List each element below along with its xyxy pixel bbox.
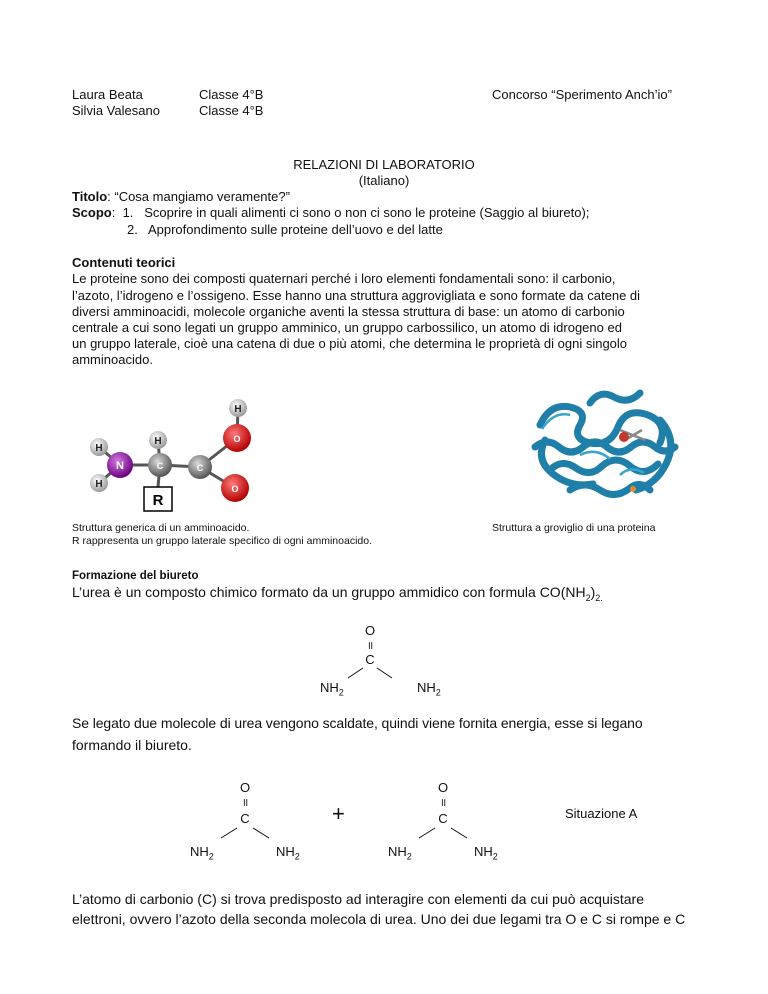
atom-label-h: H [95,443,103,454]
scopo-line-1 [72,205,589,221]
amino-caption-2: R rappresenta un gruppo laterale specifico di ogni amminoacido. [72,535,373,547]
urea-bonds [215,826,275,840]
urea-nh2-right [474,844,498,865]
atom-label-h: H [154,436,162,447]
scopo-item-1: : 1. Scoprire in quali alimenti ci sono o non ci sono le proteine (Saggio al biureto); [111,205,590,220]
urea-double-bond: ॥ [241,797,249,809]
nh-sub: 2 [492,851,498,862]
nh-text: NH [388,844,407,859]
urea-c: C [365,652,375,667]
nh-text: NH [417,680,436,695]
author-name-1: Laura Beata [72,87,143,102]
intro-paren: ) [590,584,596,600]
contenuti-line-4: centrale a cui sono legati un gruppo amminico, un gruppo carbossilico, un atomo di idrogeno ed [72,320,622,335]
urea-bonds [413,826,473,840]
atom-label-c: C [156,461,164,471]
report-title: RELAZIONI DI LABORATORIO [293,157,475,172]
protein-structure-image [520,385,690,510]
atom-label-h: H [95,479,103,490]
contest-name: Concorso “Sperimento Anch’io” [492,87,672,102]
biureto-para-line-1: Se legato due molecole di urea vengono scaldate, quindi viene fornita energia, esse si legano [72,715,643,731]
titolo-text: : “Cosa mangiamo veramente?” [107,189,290,204]
contenuti-line-3: diversi amminoacidi, molecole organiche aventi la stessa struttura di base: un atomo di carbonio [72,304,625,319]
nh-text: NH [190,844,209,859]
contenuti-line-2: l’azoto, l’idrogeno e l’ossigeno. Esse hanno una struttura aggrovigliata e sono formate da catene di [72,288,641,303]
amino-caption-1: Struttura generica di un amminoacido. [72,522,250,534]
para2-line-1: L’atomo di carbonio (C) si trova predisposto ad interagire con elementi da cui può acquistare [72,891,644,907]
nh-text: NH [474,844,493,859]
urea-double-bond: ॥ [439,797,447,809]
atom-label-n: N [116,460,124,472]
atom-label-o: O [233,434,241,444]
urea-nh2-left [190,844,214,865]
urea-double-bond: ॥ [366,640,374,652]
atom-label-c: C [196,463,204,473]
urea-c: C [240,811,250,826]
biureto-para-line-2: formando il biureto. [72,737,192,753]
nh-sub: 2 [435,687,441,698]
nh-text: NH [276,844,295,859]
urea-nh2-left [320,680,344,701]
urea-nh2-right [417,680,441,701]
atom-label-o: O [231,484,239,494]
intro-sub: 2 [585,592,591,603]
r-group-label: R [152,492,164,509]
biureto-intro [72,583,603,607]
nh-sub: 2 [338,687,344,698]
urea-molecule-1 [180,780,310,860]
biureto-heading: Formazione del biureto [72,570,199,582]
atom-label-h: H [234,404,242,415]
contenuti-line-5: un gruppo laterale, cioè una catena di due o più atomi, che determina le proprietà di ogni singolo [72,336,628,351]
urea-molecule-2 [378,780,508,860]
amino-acid-diagram [80,395,280,515]
author-class-1: Classe 4°B [199,87,264,102]
nh-sub: 2 [406,851,412,862]
nh-text: NH [320,680,339,695]
urea-bonds [340,666,400,680]
nh-sub: 2 [208,851,214,862]
urea-o: O [239,780,251,795]
scopo-label: Scopo [72,205,112,220]
author-name-2: Silvia Valesano [72,103,160,118]
author-class-2: Classe 4°B [199,103,264,118]
plus-sign: + [332,801,345,826]
titolo-line [72,189,290,205]
urea-o: O [364,623,376,638]
report-subtitle: (Italiano) [358,173,410,188]
contenuti-heading: Contenuti teorici [72,255,176,270]
urea-c: C [438,811,448,826]
para2-line-2: elettroni, ovvero l’azoto della seconda molecola di urea. Uno dei due legami tra O e C si rompe e C [72,911,686,927]
urea-nh2-left [388,844,412,865]
scopo-item-2: 2. Approfondimento sulle proteine dell’uovo e del latte [127,222,443,237]
urea-o: O [437,780,449,795]
protein-caption: Struttura a groviglio di una proteina [492,522,656,534]
contenuti-line-6: amminoacido. [72,352,153,367]
titolo-label: Titolo [72,189,108,204]
biureto-intro-text: L’urea è un composto chimico formato da un gruppo ammidico con formula CO(NH [72,584,586,600]
contenuti-line-1: Le proteine sono dei composti quaternari perché i loro elementi fondamentali sono: il carbonio, [72,271,616,286]
nh-sub: 2 [294,851,300,862]
intro-sub2: 2. [595,592,603,603]
urea-nh2-right [276,844,300,865]
situazione-a-label: Situazione A [565,806,638,821]
